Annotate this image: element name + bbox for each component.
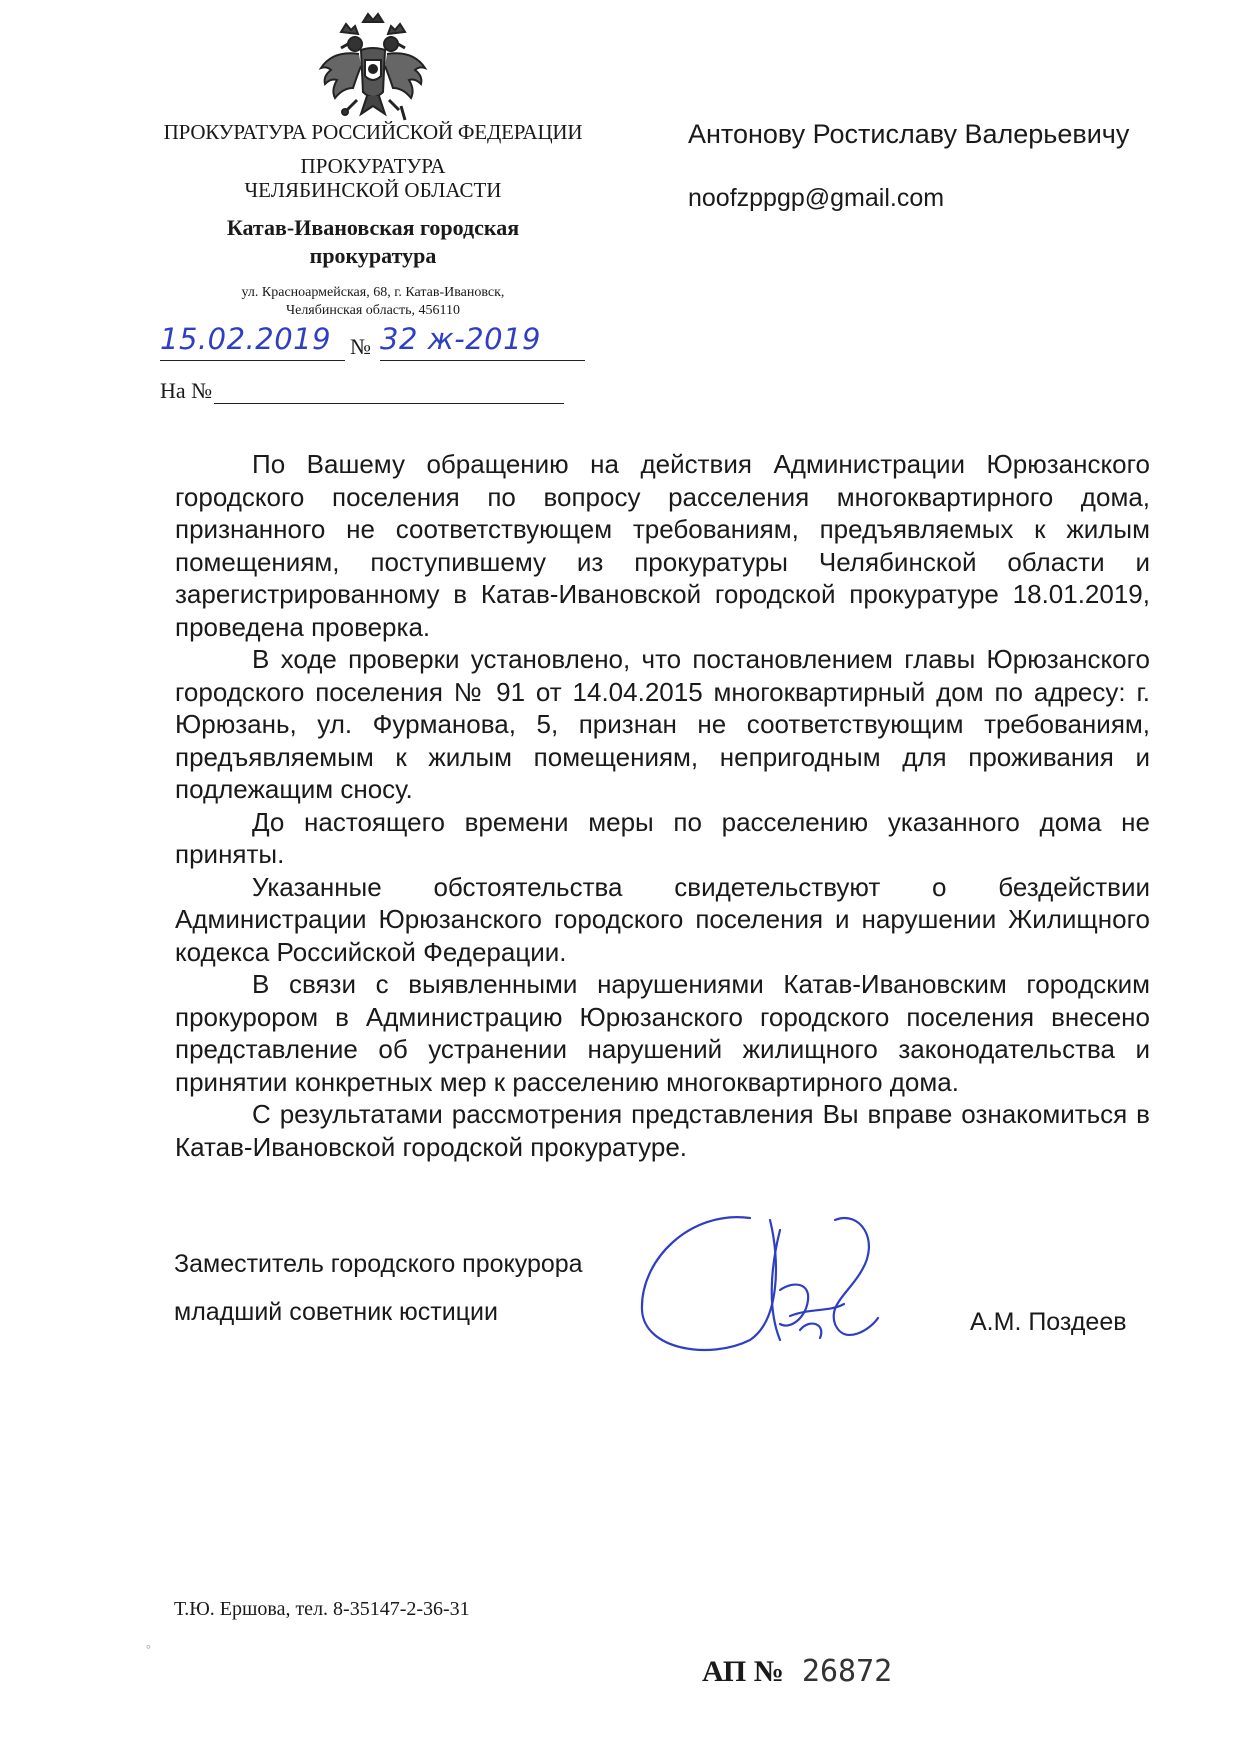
body-paragraph-6: С результатами рассмотрения представления Вы вправе ознакомиться в Катав-Ивановской городской прокуратуре. bbox=[175, 1099, 1150, 1162]
header-office bbox=[123, 214, 623, 270]
body-paragraph-5: В связи с выявленными нарушениями Катав-Ивановским городским прокурором в Администрацию Юрюзанского городского поселения внесено представление об устранении нарушений жилищного законодательства и принятии конкретных мер к расселению многоквартирного дома. bbox=[175, 969, 1150, 1097]
registration-line bbox=[160, 322, 600, 370]
handwritten-signature-icon bbox=[630, 1200, 900, 1370]
addressee-name: Антонову Ростиславу Валерьевичу bbox=[688, 119, 1130, 149]
double-headed-eagle-emblem bbox=[312, 10, 434, 126]
header-office-line2: прокуратура bbox=[309, 243, 437, 268]
registration-number: 32 ж-2019 bbox=[380, 322, 585, 361]
serial-number: 26872 bbox=[801, 1654, 893, 1689]
reply-to-line bbox=[160, 378, 580, 404]
signer-title-line1: Заместитель городского прокурора bbox=[174, 1250, 583, 1278]
body-paragraph-3: До настоящего времени меры по расселению указанного дома не приняты. bbox=[175, 806, 1150, 869]
coat-of-arms-icon bbox=[312, 10, 434, 126]
signer-title-line2: младший советник юстиции bbox=[174, 1298, 498, 1326]
registration-date: 15.02.2019 bbox=[160, 322, 345, 361]
header-office-line1: Катав-Ивановская городская bbox=[226, 215, 520, 240]
serial-label: АП № bbox=[702, 1655, 784, 1688]
reply-to-blank bbox=[214, 383, 564, 404]
letter-body bbox=[175, 448, 1150, 1163]
header-org-line2: ПРОКУРАТУРА bbox=[300, 154, 446, 178]
reply-to-label: На № bbox=[160, 378, 213, 403]
executor-contact: Т.Ю. Ершова, тел. 8-35147-2-36-31 bbox=[174, 1598, 470, 1620]
header-org-line3: ЧЕЛЯБИНСКОЙ ОБЛАСТИ bbox=[244, 178, 502, 202]
addressee-email: noofzppgp@gmail.com bbox=[688, 184, 945, 212]
header-org bbox=[123, 120, 623, 144]
header-address bbox=[123, 284, 623, 320]
header-address-line2: Челябинская область, 456110 bbox=[286, 303, 460, 318]
header-address-line1: ул. Красноармейская, 68, г. Катав-Ивановск, bbox=[241, 285, 505, 300]
body-paragraph-2: В ходе проверки установлено, что постановлением главы Юрюзанского городского поселения № 91 от 14.04.2015 многоквартирный дом по адресу: г. Юрюзань, ул. Фурманова, 5, признан не соответствующим требованиям, предъявляемым к жилым помещениям, непригодным для проживания и подлежащим сносу. bbox=[175, 644, 1150, 804]
margin-mark: ° bbox=[146, 1642, 151, 1656]
form-serial bbox=[702, 1654, 892, 1689]
body-paragraph-4: Указанные обстоятельства свидетельствуют о бездействии Администрации Юрюзанского городского поселения и нарушении Жилищного кодекса Российской Федерации. bbox=[175, 871, 1150, 967]
signer-name: А.М. Поздеев bbox=[970, 1308, 1127, 1336]
header-org-line1: ПРОКУРАТУРА РОССИЙСКОЙ ФЕДЕРАЦИИ bbox=[163, 120, 583, 144]
registration-number-label: № bbox=[350, 334, 371, 359]
header-regional bbox=[123, 154, 623, 202]
body-paragraph-1: По Вашему обращению на действия Администрации Юрюзанского городского поселения по вопросу расселения многоквартирного дома, признанного не соответствующем требованиям, предъявляемых к жилым помещениям, поступившему из прокуратуры Челябинской области и зарегистрированному в Катав-Ивановской городской прокуратуре 18.01.2019, проведена проверка. bbox=[175, 449, 1150, 642]
